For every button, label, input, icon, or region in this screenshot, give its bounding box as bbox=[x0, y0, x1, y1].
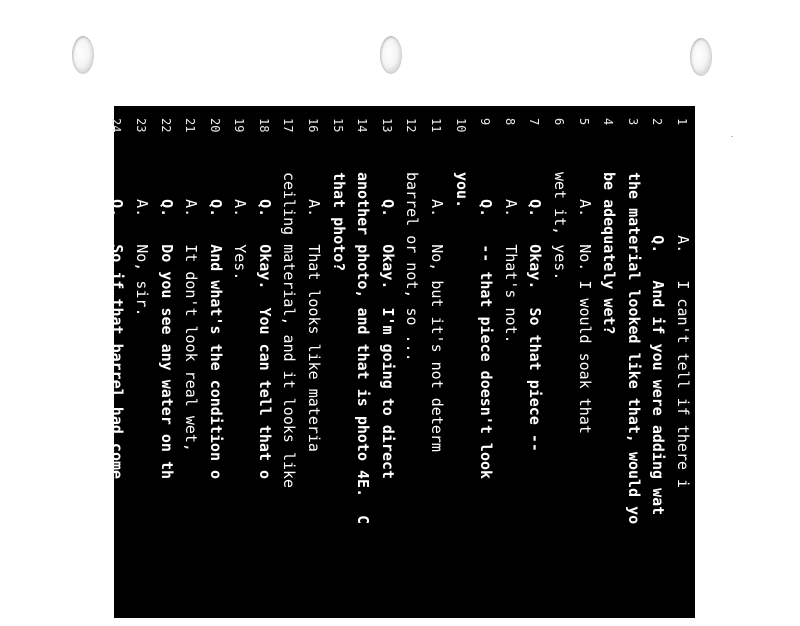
line-text: Q. And if you were adding wat bbox=[649, 172, 668, 516]
transcript-line bbox=[302, 106, 327, 626]
transcript-page bbox=[108, 106, 695, 618]
line-number: 13 bbox=[379, 118, 394, 133]
transcript-line bbox=[351, 106, 376, 626]
line-number: 16 bbox=[306, 118, 321, 133]
line-text: A. Yes. bbox=[231, 172, 250, 281]
line-number: 21 bbox=[183, 118, 198, 133]
line-number: 11 bbox=[429, 118, 444, 133]
line-number: 14 bbox=[355, 118, 370, 133]
line-number: 23 bbox=[133, 118, 148, 133]
punch-hole bbox=[690, 38, 712, 76]
transcript-line bbox=[498, 106, 523, 626]
line-number: 8 bbox=[502, 118, 517, 126]
line-number: 19 bbox=[232, 118, 247, 133]
line-text: A. No, but it's not determ bbox=[428, 172, 447, 452]
transcript-line bbox=[449, 106, 474, 626]
transcript-line bbox=[105, 106, 130, 626]
transcript-body bbox=[105, 106, 695, 626]
transcript-line bbox=[646, 106, 671, 626]
transcript-line bbox=[154, 106, 179, 626]
line-text: barrel or not, so ... bbox=[403, 172, 422, 362]
line-text: A. No, sir. bbox=[132, 172, 151, 317]
punch-hole bbox=[380, 36, 402, 74]
line-number: 9 bbox=[478, 118, 493, 126]
line-text: A. That looks like materia bbox=[305, 172, 324, 452]
line-number: 12 bbox=[404, 118, 419, 133]
line-text: wet it, yes. bbox=[551, 172, 570, 281]
transcript-line bbox=[203, 106, 228, 626]
line-text: be adequately wet? bbox=[600, 172, 619, 335]
line-number: 18 bbox=[256, 118, 271, 133]
line-number: 3 bbox=[625, 118, 640, 126]
line-number: 22 bbox=[158, 118, 173, 133]
line-number: 15 bbox=[330, 118, 345, 133]
scan-speck bbox=[731, 136, 733, 137]
line-number: 5 bbox=[576, 118, 591, 126]
line-number: 1 bbox=[675, 118, 689, 126]
line-text: Q. Okay. I'm going to direct bbox=[378, 172, 397, 480]
line-text: A. No. I would soak that bbox=[575, 172, 594, 434]
transcript-line bbox=[670, 106, 695, 626]
line-number: 24 bbox=[109, 118, 124, 133]
line-text: A. That's not. bbox=[501, 172, 520, 344]
line-text: you. bbox=[452, 172, 471, 209]
transcript-line bbox=[621, 106, 646, 626]
line-text: another photo, and that is photo 4E. C bbox=[354, 172, 373, 525]
transcript-line bbox=[400, 106, 425, 626]
line-number: 7 bbox=[527, 118, 542, 126]
line-text: A. I can't tell if there i bbox=[674, 172, 692, 489]
transcript-line bbox=[326, 106, 351, 626]
transcript-line bbox=[129, 106, 154, 626]
line-text: Q. So if that barrel had come bbox=[108, 172, 127, 480]
line-text: Q. Okay. So that piece -- bbox=[526, 172, 545, 452]
line-number: 20 bbox=[207, 118, 222, 133]
transcript-line bbox=[547, 106, 572, 626]
transcript-line bbox=[375, 106, 400, 626]
line-text: Q. And what's the condition o bbox=[206, 172, 225, 480]
transcript-line bbox=[523, 106, 548, 626]
line-number: 2 bbox=[650, 118, 665, 126]
transcript-line bbox=[424, 106, 449, 626]
line-number: 10 bbox=[453, 118, 468, 133]
transcript-line bbox=[228, 106, 253, 626]
transcript-line bbox=[179, 106, 204, 626]
line-text: Q. Okay. You can tell that o bbox=[255, 172, 274, 480]
transcript-line bbox=[252, 106, 277, 626]
transcript-line bbox=[277, 106, 302, 626]
punch-hole bbox=[72, 36, 94, 74]
line-text: that photo? bbox=[329, 172, 348, 272]
line-text: the material looked like that, would yo bbox=[624, 172, 643, 525]
line-text: ceiling material, and it looks like bbox=[280, 172, 299, 489]
line-text: Q. Do you see any water on th bbox=[157, 172, 176, 480]
transcript-line bbox=[597, 106, 622, 626]
line-text: A. It don't look real wet, bbox=[182, 172, 201, 452]
transcript-line bbox=[474, 106, 499, 626]
line-number: 6 bbox=[552, 118, 567, 126]
line-number: 17 bbox=[281, 118, 296, 133]
line-text: Q. -- that piece doesn't look bbox=[477, 172, 496, 480]
line-number: 4 bbox=[601, 118, 616, 126]
transcript-line bbox=[572, 106, 597, 626]
